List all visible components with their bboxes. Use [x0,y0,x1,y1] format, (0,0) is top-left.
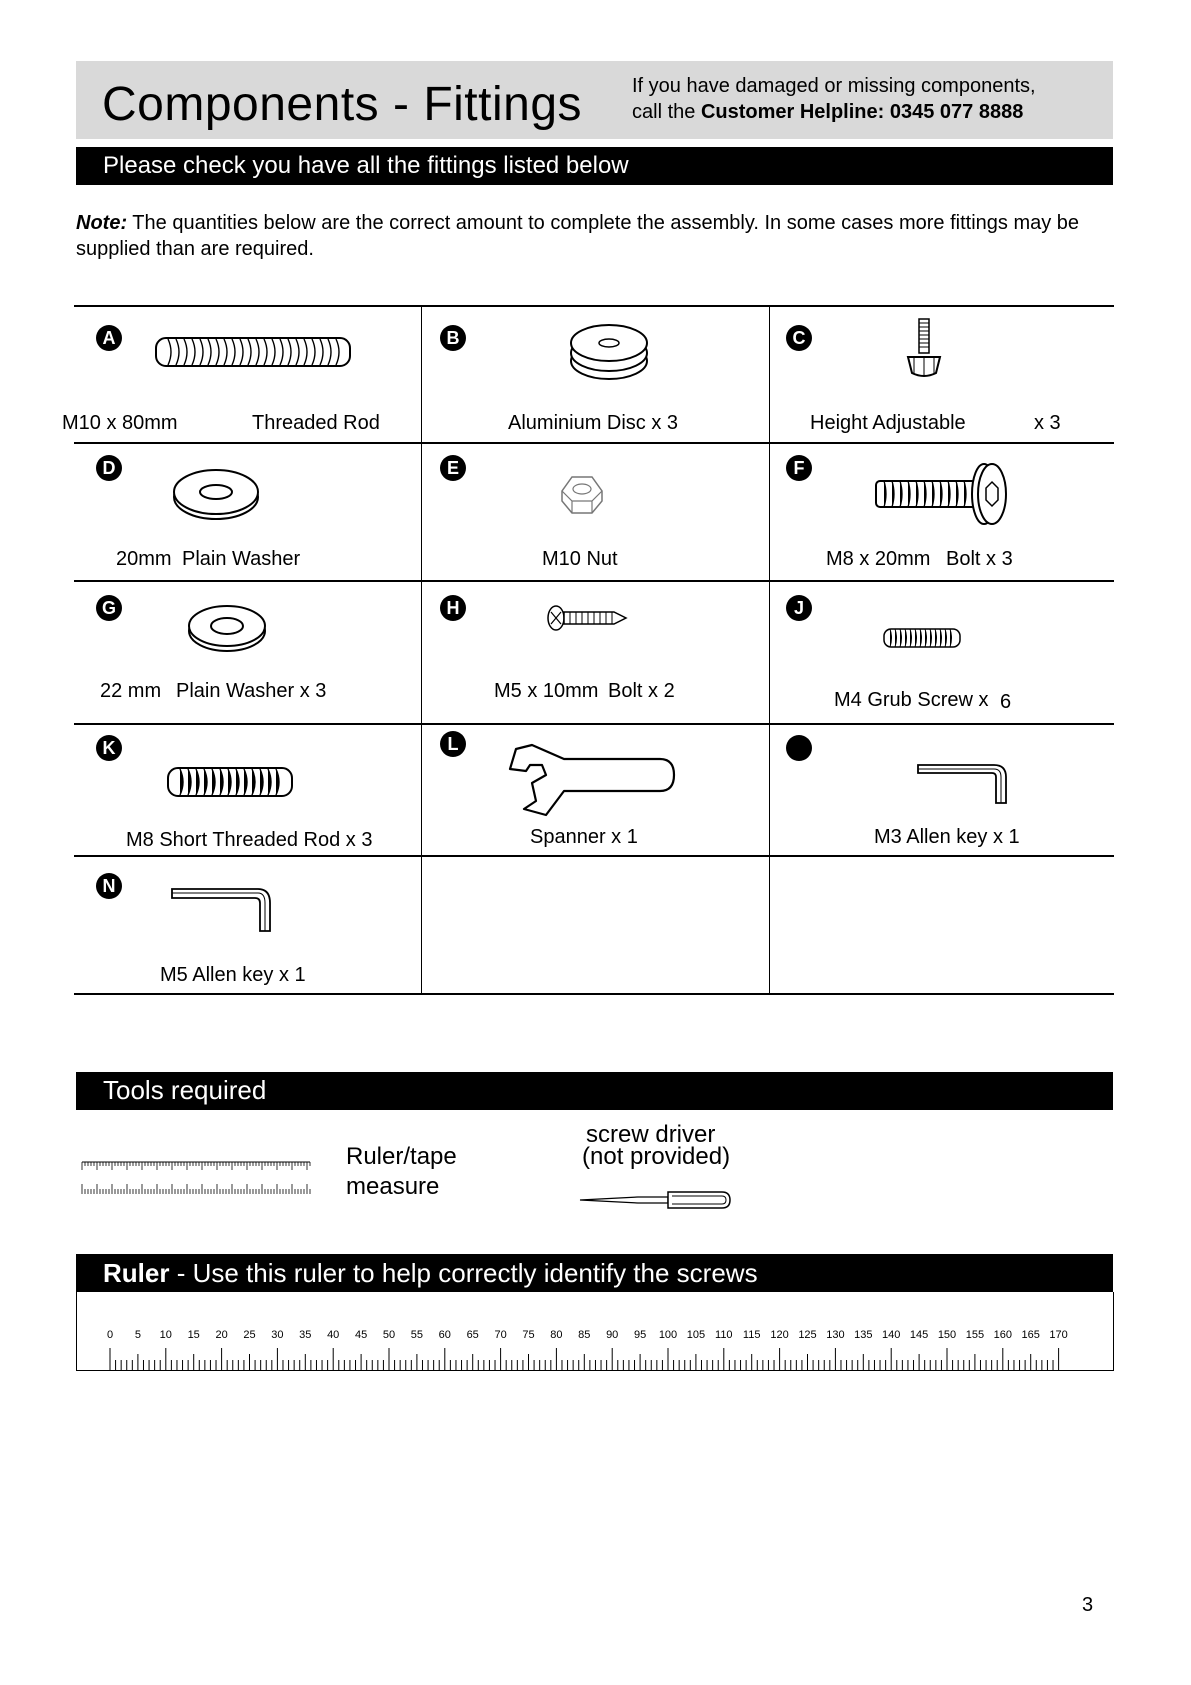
helpline-line-1: If you have damaged or missing components, [632,75,1036,97]
aluminium-disc-icon [564,321,654,391]
ruler-banner-content [103,1258,758,1289]
item-h-name: Bolt x 2 [608,680,675,702]
ruler-mark-label: 150 [937,1329,957,1341]
tools-banner [76,1072,1113,1110]
ruler-mark-label: 170 [1049,1329,1068,1341]
grid-line [74,723,1114,725]
item-l-badge: L [440,731,466,757]
helpline-text [632,73,1036,125]
grid-line [74,305,1114,307]
screwdriver-icon [578,1186,734,1214]
ruler-mark-label: 25 [243,1329,256,1341]
grub-screw-icon [882,627,962,649]
ruler-mark-label: 130 [826,1329,845,1341]
item-f-name: Bolt x 3 [946,548,1013,570]
item-g-name: Plain Washer x 3 [176,680,327,702]
allen-key-icon [170,881,284,933]
item-n-badge: N [96,873,122,899]
ruler-mark-label: 30 [271,1329,284,1341]
ruler-banner-bold: Ruler [103,1258,170,1288]
spanner-icon [508,739,688,819]
item-f-badge: F [786,455,812,481]
fittings-grid [62,305,1114,995]
grid-line [74,442,1114,444]
ruler-mark-label: 5 [134,1329,141,1341]
ruler-mark-label: 55 [410,1329,424,1341]
ruler-banner-text: - Use this ruler to help correctly identify the screws [169,1258,758,1288]
grid-line [769,305,770,995]
ruler-mark-label: 155 [965,1329,985,1341]
item-n-name: M5 Allen key x 1 [160,964,306,986]
screwdriver-label [582,1121,731,1170]
ruler-mark-label: 15 [187,1329,200,1341]
item-c-name: Height Adjustable [810,412,966,434]
ruler-mark-label: 75 [522,1329,535,1341]
helpline-number: Customer Helpline: 0345 077 8888 [700,101,1024,123]
ruler-mark-label: 110 [715,1329,733,1341]
allen-key-icon [916,759,1016,805]
ruler-mark-label: 165 [1021,1329,1040,1341]
ruler-mark-label: 35 [299,1329,312,1341]
ruler-ticks [82,1162,310,1194]
check-banner [76,147,1113,185]
ruler-mark-label: 20 [215,1329,228,1341]
nut-icon [560,473,604,517]
ruler-mark-label: 90 [606,1329,619,1341]
item-d-badge: D [96,455,122,481]
plain-washer-icon [184,601,270,657]
item-g-size: 22 mm [100,680,162,702]
ruler-scale [77,1292,1113,1370]
item-m-name: M3 Allen key x 1 [874,826,1020,848]
item-a-size: M10 x 80mm [62,412,178,434]
grid-line [74,855,1114,857]
item-d-size: 20mm [116,548,172,570]
ruler-mark-label: 125 [798,1329,817,1341]
item-c-qty: x 3 [1034,412,1061,434]
tools-banner-text: Tools required [103,1075,267,1105]
bolt-icon [874,461,1014,531]
screwdriver-label-line-2: (not provided) [582,1143,731,1170]
grid-line [421,305,422,995]
screw-icon [546,603,632,633]
note-text: The quantities below are the correct amount to complete the assembly. In some cases more fittings may be supplied than are required. [76,212,1080,260]
ruler-mark-label: 135 [854,1329,873,1341]
ruler-mark-label: 50 [382,1329,396,1341]
ruler-mark-label: 105 [686,1329,706,1341]
item-b-badge: B [440,325,466,351]
ruler-tape-icon [80,1160,314,1196]
ruler-mark-label: 140 [882,1329,901,1341]
item-f-size: M8 x 20mm [826,548,931,570]
ruler-tape-label-line-1: Ruler/tape [346,1143,457,1170]
ruler-mark-label: 45 [354,1329,368,1341]
item-j-badge: J [786,595,812,621]
item-a-name: Threaded Rod [252,412,380,434]
item-h-size: M5 x 10mm [494,680,599,702]
check-banner-text: Please check you have all the fittings listed below [103,152,629,179]
ruler-mark-label: 120 [770,1329,789,1341]
item-j-qty: 6 [1000,691,1012,713]
item-k-name: M8 Short Threaded Rod x 3 [126,829,373,851]
grid-line [74,993,1114,995]
item-j-name: M4 Grub Screw x [834,689,989,711]
ruler-mark-label: 70 [494,1329,507,1341]
ruler-mark-label: 145 [909,1329,929,1341]
ruler-tape-label [346,1142,457,1202]
helpline-prefix: call the [632,101,701,123]
item-b-name: Aluminium Disc x 3 [508,412,679,434]
page-number: 3 [1082,1594,1094,1616]
assembly-note [76,210,1116,262]
ruler-mark-label: 65 [466,1329,479,1341]
item-h-badge: H [440,595,466,621]
item-l-name: Spanner x 1 [530,826,638,848]
ruler-mark-label: 85 [578,1329,591,1341]
item-a-badge: A [96,325,122,351]
ruler-mark-label: 115 [742,1329,761,1341]
ruler-banner [76,1254,1113,1292]
short-threaded-rod-icon [166,765,294,799]
ruler-mark-label: 40 [327,1329,340,1341]
ruler [76,1292,1114,1371]
ruler-mark-label: 100 [658,1329,678,1341]
ruler-tape-label-line-2: measure [346,1173,440,1200]
item-k-badge: K [96,735,122,761]
item-g-badge: G [96,595,122,621]
page-header [76,61,1113,139]
item-c-badge: C [786,325,812,351]
helpline-line-2 [632,99,1036,125]
item-e-badge: E [440,455,466,481]
item-d-name: Plain Washer [182,548,301,570]
ruler-mark-label: 95 [633,1329,647,1341]
screwdriver-label-line-1: screw driver [586,1121,716,1148]
item-e-name: M10 Nut [542,548,618,570]
height-adjustable-foot-icon [904,317,944,387]
note-label: Note: [76,212,128,234]
ruler-mark-label: 60 [438,1329,451,1341]
threaded-rod-icon [154,335,354,369]
item-m-badge [786,735,812,761]
plain-washer-icon [168,465,264,525]
grid-line [74,580,1114,582]
ruler-mark-label: 10 [159,1329,172,1341]
ruler-mark-label: 0 [106,1329,114,1341]
ruler-marks [107,1329,1068,1370]
page-title: Components - Fittings [102,78,583,131]
ruler-mark-label: 160 [993,1329,1012,1341]
ruler-mark-label: 80 [550,1329,563,1341]
